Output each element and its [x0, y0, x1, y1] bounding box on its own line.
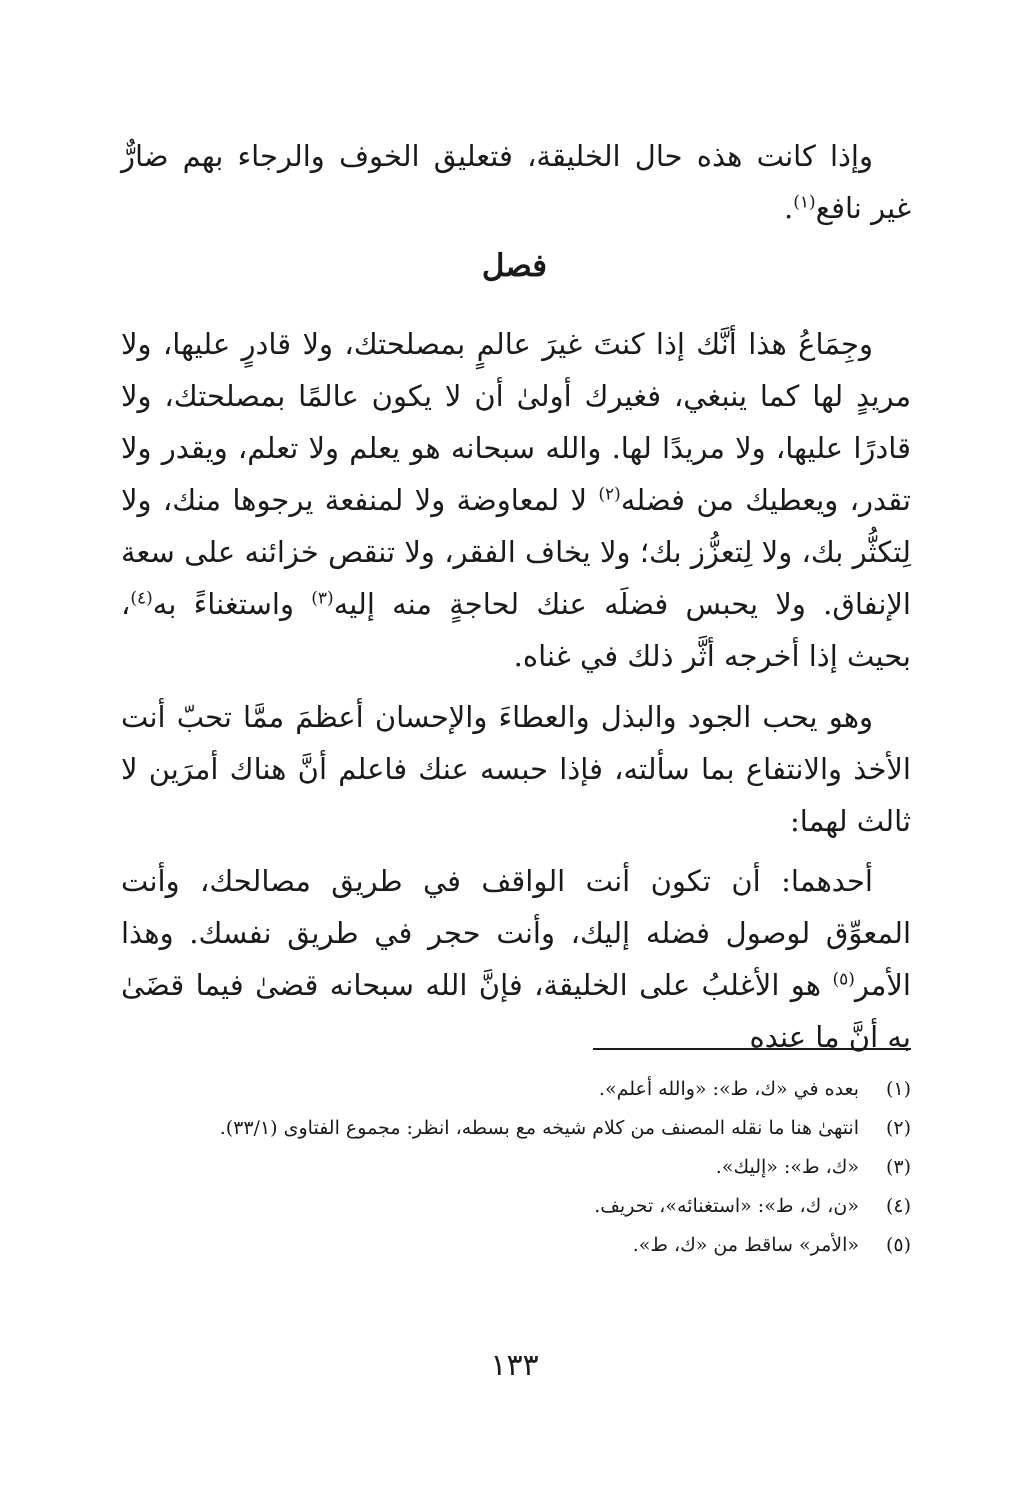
footnote-number: (١)	[885, 1078, 911, 1100]
footnote-ref-1: (١)	[793, 192, 816, 213]
footnote-number: (٤)	[885, 1195, 911, 1217]
footnote-item	[121, 1070, 911, 1108]
paragraph-4-seg2: هو الأغلبُ على الخليقة، فإنَّ الله سبحانه قضىٰ فيما قضَىٰ به أنَّ ما عنده	[121, 968, 911, 1054]
paragraph-4	[121, 855, 911, 1063]
footnotes	[121, 1070, 911, 1265]
paragraph-3-text: وهو يحب الجود والبذل والعطاءَ والإحسان أعظمَ ممَّا تحبّ أنت الأخذ والانتفاع بما سألته، فإذا حبسه عنك فاعلم أنَّ هناك أمرَين لا ثالث لهما:	[121, 700, 911, 838]
footnote-item	[121, 1187, 911, 1225]
footnote-ref-2: (٢)	[598, 484, 621, 505]
footnote-separator	[593, 1048, 911, 1050]
footnote-number: (٣)	[885, 1156, 911, 1178]
paragraph-1-text: وإذا كانت هذه حال الخليقة، فتعليق الخوف والرجاء بهم ضارٌّ غير نافع	[121, 139, 911, 225]
paragraph-2-seg4: ، بحيث إذا أخرجه أثَّر ذلك في غناه.	[121, 587, 911, 673]
footnote-ref-4: (٤)	[130, 588, 153, 609]
footnote-item	[121, 1109, 911, 1147]
footnote-text: بعده في «ك، ط»: «والله أعلم».	[598, 1078, 859, 1100]
paragraph-2-seg1: وجِمَاعُ هذا أنَّك إذا كنتَ غيرَ عالمٍ بمصلحتك، ولا قادرٍ عليها، ولا مريدٍ لها كما ينبغي، فغيرك أولىٰ أن لا يكون عالمًا بمصلحتك، ولا قادرًا عليها، ولا مريدًا لها. والله سبحانه هو يعلم ولا تعلم، ويقدر ولا تقدر، ويعطيك من فضله	[121, 327, 911, 517]
footnote-text: «الأمر» ساقط من «ك، ط».	[632, 1234, 859, 1256]
footnote-ref-5: (٥)	[832, 969, 855, 990]
paragraph-2-seg2: لا لمعاوضة ولا لمنفعة يرجوها منك، ولا لِتكثُّر بك، ولا لِتعزُّز بك؛ ولا يخاف الفقر، ولا تنقص خزائنه على سعة الإنفاق. ولا يحبس فضلَه عنك لحاجةٍ منه إليه	[121, 483, 911, 621]
paragraph-2	[121, 318, 911, 682]
footnote-item	[121, 1226, 911, 1264]
paragraph-4-seg1: أحدهما: أن تكون أنت الواقف في طريق مصالحك، وأنت المعوِّق لوصول فضله إليك، وأنت حجر في طريق نفسك. وهذا الأمر	[121, 864, 911, 1002]
footnote-item	[121, 1148, 911, 1186]
footnote-ref-3: (٣)	[311, 588, 334, 609]
paragraph-1-end: .	[784, 191, 794, 225]
footnote-text: «ك، ط»: «إليك».	[715, 1156, 859, 1178]
footnote-number: (٢)	[885, 1117, 911, 1139]
paragraph-2-seg3: واستغناءً به	[152, 587, 312, 621]
footnote-number: (٥)	[885, 1234, 911, 1256]
paragraph-1	[121, 130, 911, 234]
section-heading: فصل	[481, 248, 548, 284]
footnote-text: انتهىٰ هنا ما نقله المصنف من كلام شيخه مع بسطه، انظر: مجموع الفتاوى (٣٣/١).	[219, 1117, 859, 1139]
footnote-text: «ن، ك، ط»: «استغنائه»، تحريف.	[594, 1195, 859, 1217]
page-number: ١٣٣	[490, 1348, 539, 1383]
paragraph-3	[121, 691, 911, 847]
